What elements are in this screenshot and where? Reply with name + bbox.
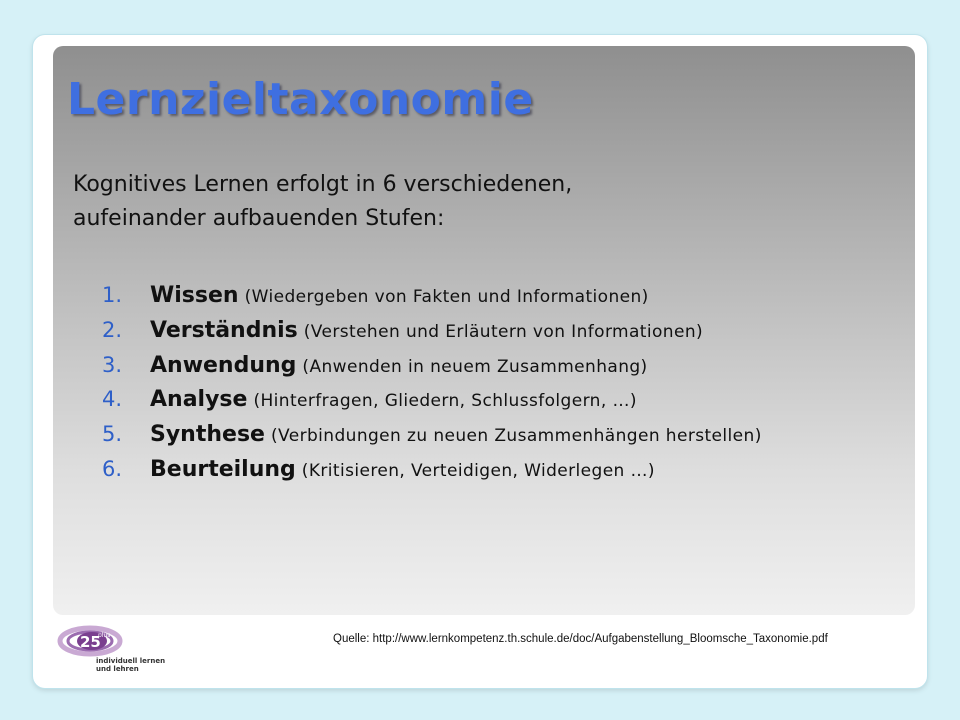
level-description: (Kritisieren, Verteidigen, Widerlegen …) xyxy=(301,460,655,481)
intro-line-2: aufeinander aufbauenden Stufen: xyxy=(73,206,445,231)
level-number: 4. xyxy=(102,387,123,412)
list-item xyxy=(102,387,762,422)
level-number: 1. xyxy=(102,283,123,307)
level-term: Anwendung xyxy=(150,352,297,378)
level-number: 6. xyxy=(102,456,123,481)
logo-graphic-icon xyxy=(56,624,166,674)
list-item xyxy=(102,353,762,388)
intro-line-1: Kognitives Lernen erfolgt in 6 verschiedenen, xyxy=(73,172,573,197)
list-item xyxy=(102,283,762,318)
source-citation: Quelle: http://www.lernkompetenz.th.schule.de/doc/Aufgabenstellung_Bloomsche_Taxonomie.pdf xyxy=(333,633,828,645)
level-number: 3. xyxy=(102,352,123,377)
25plus-logo xyxy=(56,624,166,674)
list-item xyxy=(102,457,762,492)
taxonomy-levels-list xyxy=(102,283,762,492)
list-item xyxy=(102,318,762,353)
level-description: (Verstehen und Erläutern von Informationen) xyxy=(303,321,704,342)
slide-title: Lernzieltaxonomie xyxy=(67,74,534,125)
level-number: 5. xyxy=(102,422,123,447)
list-item xyxy=(102,422,762,457)
level-term: Beurteilung xyxy=(150,456,296,482)
logo-line-1: individuell lernen xyxy=(96,657,166,665)
logo-line-2: und lehren xyxy=(96,665,139,673)
level-term: Wissen xyxy=(150,283,239,308)
level-term: Synthese xyxy=(150,422,265,448)
logo-superscript: plus xyxy=(98,632,111,639)
level-term: Analyse xyxy=(150,387,248,413)
level-number: 2. xyxy=(102,317,123,342)
logo-number: 25 xyxy=(80,633,101,651)
level-description: (Anwenden in neuem Zusammenhang) xyxy=(302,356,648,377)
level-description: (Verbindungen zu neuen Zusammenhängen herstellen) xyxy=(270,426,762,447)
level-description: (Hinterfragen, Gliedern, Schlussfolgern, …) xyxy=(253,391,637,412)
level-term: Verständnis xyxy=(150,317,298,343)
level-description: (Wiedergeben von Fakten und Informationen) xyxy=(244,287,649,307)
intro-text xyxy=(73,168,833,236)
